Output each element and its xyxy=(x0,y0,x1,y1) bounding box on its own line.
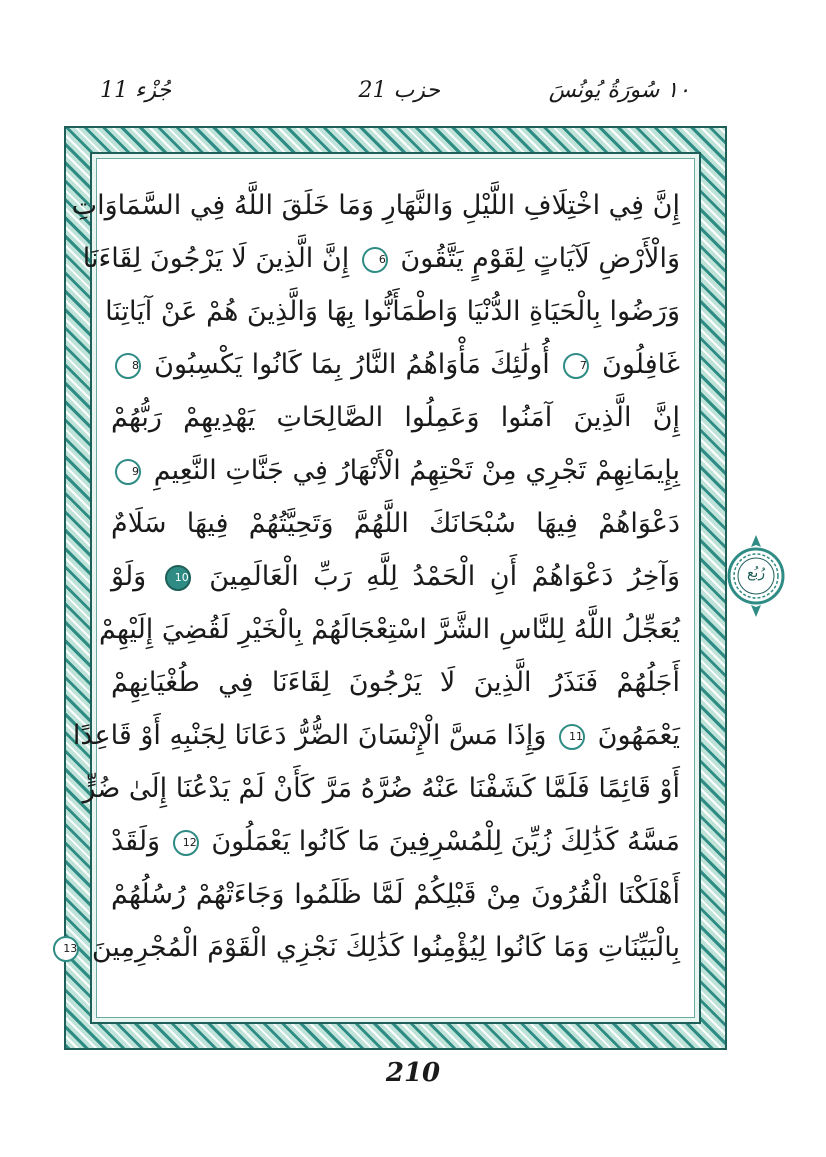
line-text: يُعَجِّلُ اللَّهُ لِلنَّاسِ الشَّرَّ اسْتِعْجَالَهُمْ بِالْخَيْرِ لَقُضِيَ إِلَيْهِمْ xyxy=(99,614,680,645)
ayah-marker-hizb-quarter: 10 xyxy=(165,565,191,591)
text-line xyxy=(105,287,680,337)
line-text: إِنَّ الَّذِينَ آمَنُوا وَعَمِلُوا الصَّالِحَاتِ يَهْدِيهِمْ رَبُّهُمْ xyxy=(111,402,680,433)
text-area xyxy=(63,158,695,1018)
line-text: أَهْلَكْنَا الْقُرُونَ مِنْ قَبْلِكُمْ لَمَّا ظَلَمُوا وَجَاءَتْهُمْ رُسُلُهُمْ xyxy=(111,879,680,910)
page-header xyxy=(100,78,690,118)
text-line xyxy=(111,817,680,867)
line-text: وَلَقَدْ xyxy=(111,826,161,857)
line-text: وَإِذَا مَسَّ الْإِنْسَانَ الضُّرُّ دَعَانَا لِجَنْبِهِ أَوْ قَاعِدًا xyxy=(72,720,547,751)
line-text: وَلَوْ xyxy=(111,561,147,592)
line-text: أَوْ قَائِمًا فَلَمَّا كَشَفْنَا عَنْهُ ضُرَّهُ مَرَّ كَأَنْ لَمْ يَدْعُنَا إِلَىٰ ضُرٍّ xyxy=(82,773,680,804)
text-line xyxy=(82,234,680,284)
line-text: بِإِيمَانِهِمْ تَجْرِي مِنْ تَحْتِهِمُ الْأَنْهَارُ فِي جَنَّاتِ النَّعِيمِ xyxy=(153,455,680,486)
line-text: مَسَّهُ كَذَٰلِكَ زُيِّنَ لِلْمُسْرِفِينَ مَا كَانُوا يَعْمَلُونَ xyxy=(211,826,680,857)
text-line xyxy=(82,764,680,814)
text-line xyxy=(99,605,680,655)
line-text: وَرَضُوا بِالْحَيَاةِ الدُّنْيَا وَاطْمَأَنُّوا بِهَا وَالَّذِينَ هُمْ عَنْ آيَاتِنَا xyxy=(105,296,680,327)
ayah-marker: 9 xyxy=(115,459,141,485)
text-line xyxy=(111,393,680,443)
text-line xyxy=(72,711,680,761)
text-line xyxy=(111,446,680,496)
line-text: وَالْأَرْضِ لَآيَاتٍ لِقَوْمٍ يَتَّقُونَ xyxy=(400,243,680,274)
line-text: أُولَٰئِكَ مَأْوَاهُمُ النَّارُ بِمَا كَانُوا يَكْسِبُونَ xyxy=(154,349,550,380)
rub-marker xyxy=(727,533,785,619)
text-line xyxy=(63,923,680,973)
text-line xyxy=(111,870,680,920)
ayah-marker: 6 xyxy=(362,247,388,273)
line-text: دَعْوَاهُمْ فِيهَا سُبْحَانَكَ اللَّهُمَّ وَتَحِيَّتُهُمْ فِيهَا سَلَامٌ xyxy=(111,508,680,539)
ornamental-frame xyxy=(64,126,727,1050)
juz-label: جُزْء 11 xyxy=(100,78,172,103)
line-text: بِالْبَيِّنَاتِ وَمَا كَانُوا لِيُؤْمِنُوا كَذَٰلِكَ نَجْزِي الْقَوْمَ الْمُجْرِمِينَ xyxy=(91,932,680,963)
hizb-label: حزب 21 xyxy=(358,78,440,103)
text-line xyxy=(111,340,680,390)
text-line xyxy=(71,181,680,231)
line-text: يَعْمَهُونَ xyxy=(597,720,680,751)
line-text: وَآخِرُ دَعْوَاهُمْ أَنِ الْحَمْدُ لِلَّهِ رَبِّ الْعَالَمِينَ xyxy=(209,561,680,592)
text-line xyxy=(111,499,680,549)
ayah-marker: 8 xyxy=(115,353,141,379)
text-line xyxy=(111,658,680,708)
line-text: أَجَلُهُمْ فَنَذَرُ الَّذِينَ لَا يَرْجُونَ لِقَاءَنَا فِي طُغْيَانِهِمْ xyxy=(111,667,680,698)
text-line xyxy=(111,552,680,602)
ayah-marker: 12 xyxy=(173,830,199,856)
ayah-marker: 7 xyxy=(563,353,589,379)
line-text: إِنَّ الَّذِينَ لَا يَرْجُونَ لِقَاءَنَا xyxy=(82,243,350,274)
line-text: غَافِلُونَ xyxy=(602,349,680,380)
rub-label: رُبُع xyxy=(746,565,766,581)
ayah-marker: 11 xyxy=(559,724,585,750)
page-number: 210 xyxy=(385,1058,441,1088)
surah-title: ١٠ سُورَةُ يُونُسَ xyxy=(548,78,690,103)
line-text: إِنَّ فِي اخْتِلَافِ اللَّيْلِ وَالنَّهَارِ وَمَا خَلَقَ اللَّهُ فِي السَّمَاوَاتِ xyxy=(71,190,680,221)
ayah-marker: 13 xyxy=(53,936,79,962)
